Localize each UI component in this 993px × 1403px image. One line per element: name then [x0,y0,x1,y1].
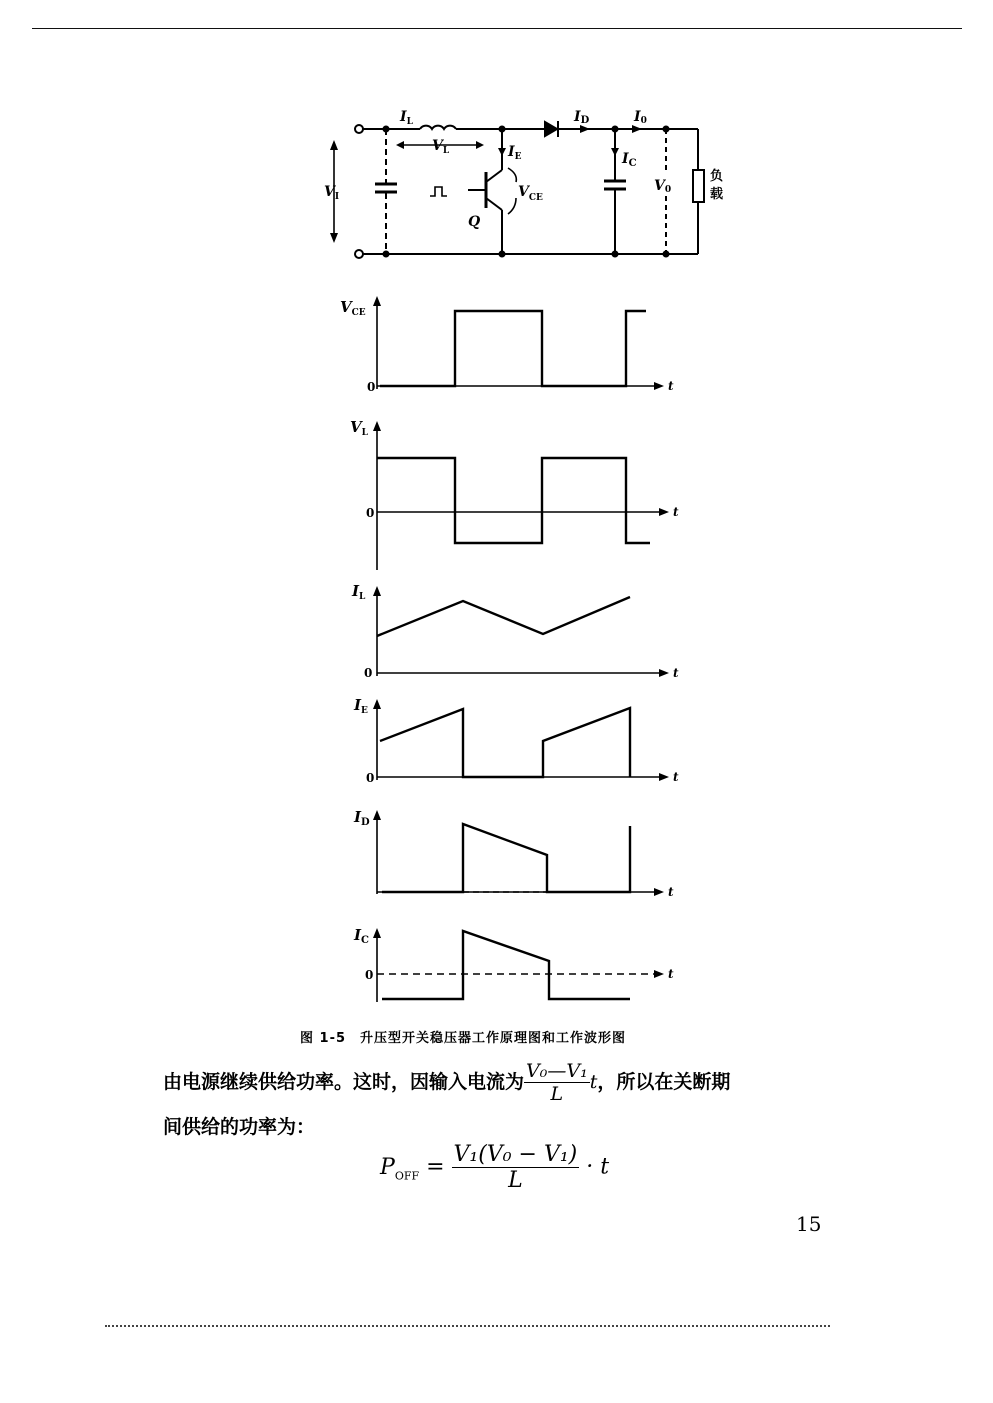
svg-text:t: t [668,379,674,393]
waveform-labels [340,298,679,982]
svg-text:0: 0 [367,380,376,394]
label-vo: V0 [654,178,672,195]
svg-text:VL: $V_L$ [350,418,368,438]
svg-text:0: 0 [364,666,373,680]
label-vl: $V_L$ [432,138,450,156]
formula-fraction [452,1142,580,1193]
svg-text:t: t [673,666,679,680]
label-io: I0 [634,109,647,126]
formula-tail: · t [586,1154,610,1180]
fraction-variable: t [589,1071,598,1093]
label-vce: $V_{CE}$ [518,184,543,203]
trace-vce [380,311,646,386]
label-load-1: 负 [710,169,724,184]
svg-text:t: t [673,505,679,519]
svg-text:IL: $I_L$ [352,582,366,602]
bottom-rule [105,1325,830,1327]
label-id: ID [574,109,590,126]
trace-ie [380,708,630,777]
paragraph-line-1 [163,1060,730,1105]
svg-text:t: t [668,885,674,899]
svg-text:t: t [668,967,674,981]
formula-lhs: $P_{OFF}$ [380,1154,420,1182]
page-number: 15 [796,1212,822,1236]
trace-id [382,824,630,892]
svg-text:IE: $I_E$ [354,696,368,716]
waveform-traces [377,311,650,999]
label-vi: $V_I$ [324,184,340,202]
svg-text:0: 0 [365,968,374,982]
label-load-2: 载 [710,187,724,202]
trace-il [377,597,630,636]
trace-ic [382,931,630,999]
svg-text:0: 0 [366,506,375,520]
power-off-formula [380,1142,609,1193]
formula-numerator: V₁(V₀ − V₁) [453,1142,578,1167]
trace-vl [377,458,650,543]
svg-text:t: t [673,770,679,784]
fraction-denominator: L [550,1083,564,1105]
paragraph-text-before: 由电源继续供给功率。这时，因输入电流为 [163,1071,525,1093]
svg-text:0: 0 [366,771,375,785]
figure-caption: 图 1-5 升压型开关稳压器工作原理图和工作波形图 [300,1031,627,1046]
svg-text:IC: $I_C$ [354,926,369,946]
waveform-axes [377,300,665,1002]
paragraph-text-after: ，所以在关断期 [597,1071,731,1093]
waveform-axis-arrows [373,296,669,978]
label-il: $I_L$ [400,109,413,127]
formula-denominator: L [508,1168,523,1193]
svg-text:ID: $I_D$ [354,808,370,828]
fraction-numerator: V₀—V₁ [526,1060,588,1082]
label-ie: $I_E$ [508,144,522,162]
input-current-fraction [524,1060,590,1105]
wave-label-vce: $V_{CE}$ [340,298,366,318]
label-q: Q [468,214,481,230]
paragraph-line-2: 间供给的功率为： [163,1116,316,1138]
label-ic: $I_C$ [622,151,637,169]
formula-equals: = [426,1154,445,1180]
